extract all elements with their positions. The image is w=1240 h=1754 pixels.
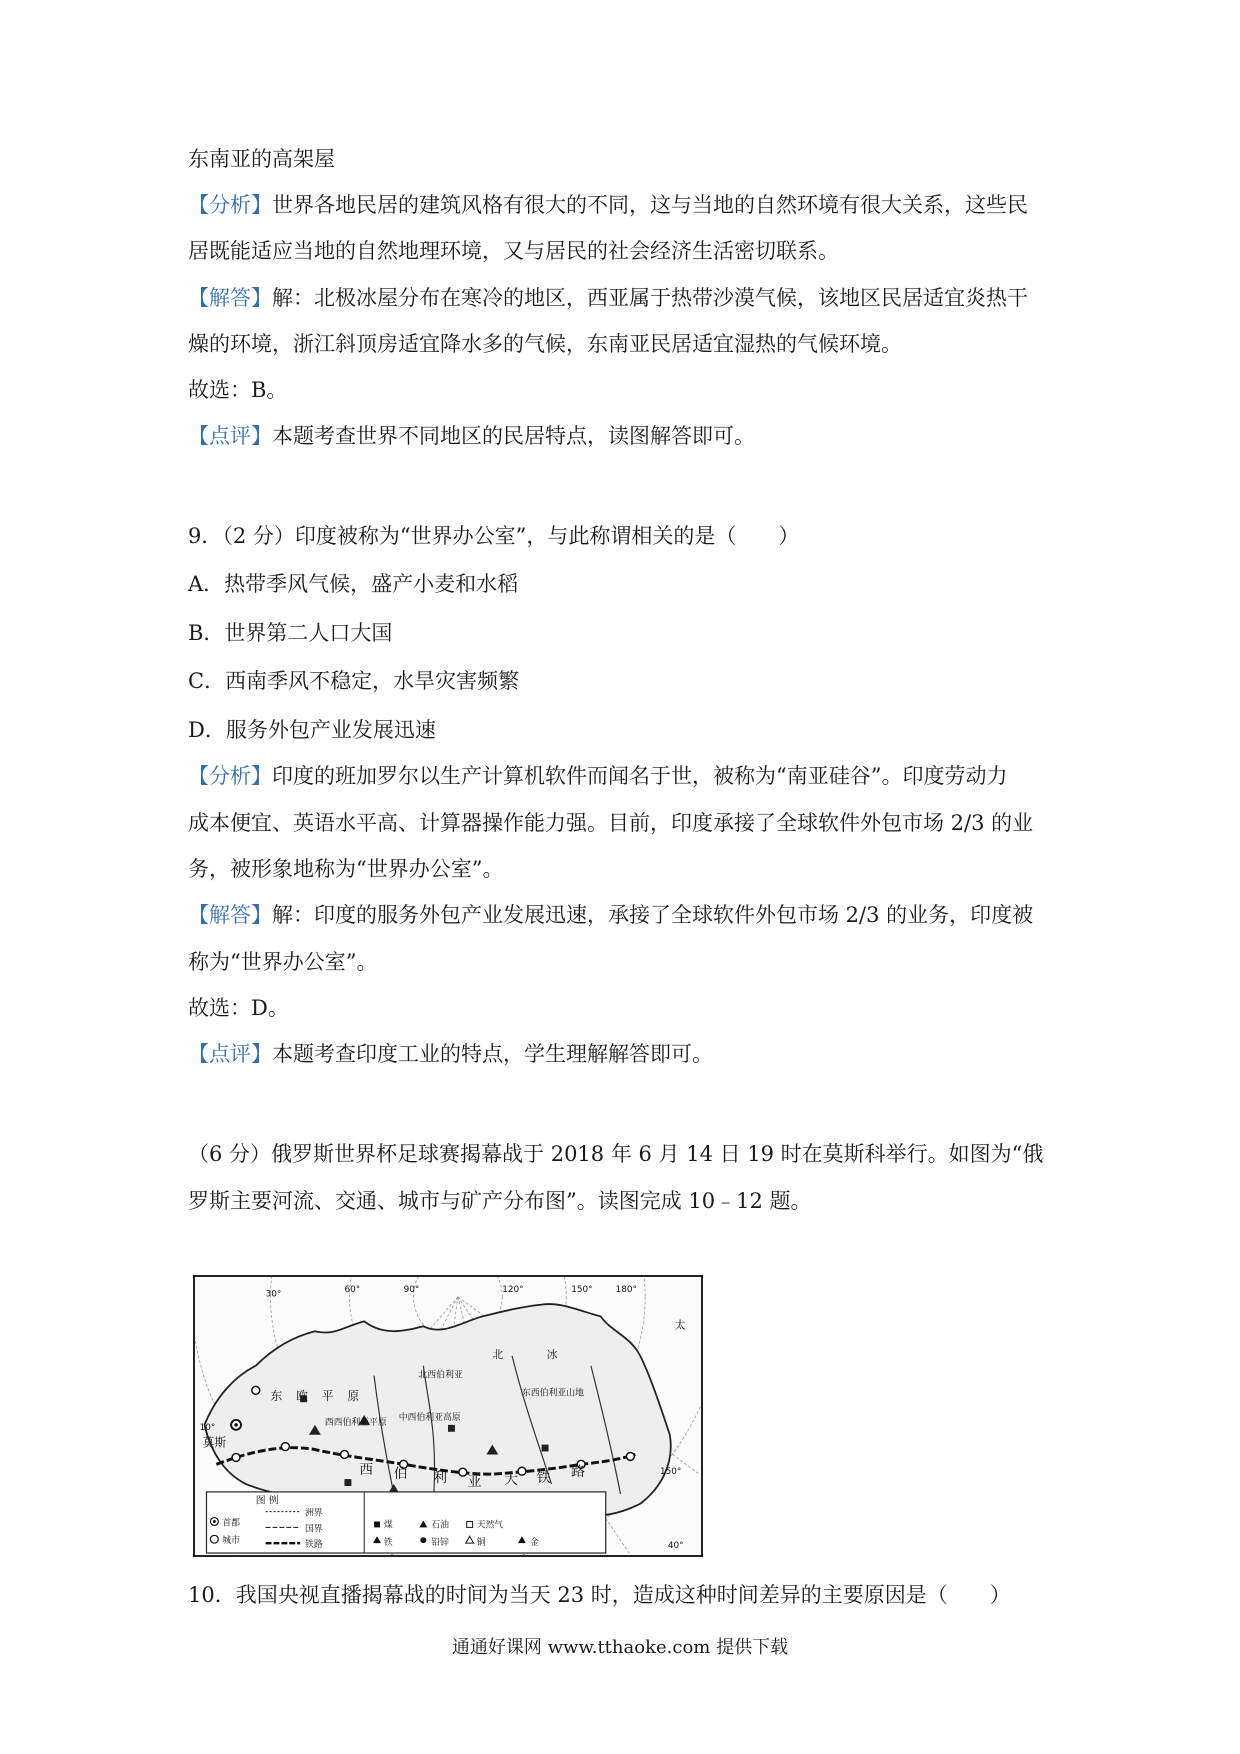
label-railway-5: 大 bbox=[504, 1472, 518, 1489]
question-10: 10．我国央视直播揭幕战的时间为当天 23 时，造成这种时间差异的主要原因是（ ） bbox=[188, 1583, 1011, 1607]
page-footer: 通通好课网 www.tthaoke.com 提供下载 bbox=[451, 1637, 789, 1658]
legend-state-border: 洲界 bbox=[305, 1508, 323, 1519]
label-ocean: 冰 bbox=[546, 1347, 558, 1361]
label-lon-60: 60° bbox=[344, 1284, 361, 1295]
label-lon-120: 120° bbox=[502, 1284, 524, 1295]
label-lat-40: 40° bbox=[667, 1541, 684, 1552]
legend-lead-zinc: 铅锌 bbox=[431, 1538, 449, 1549]
analysis-tag: 【分析】 bbox=[188, 764, 272, 788]
option-b: B．世界第二人口大国 bbox=[188, 621, 393, 645]
text-line: 东南亚的高架屋 bbox=[188, 147, 335, 171]
option-a: A．热带季风气候，盛产小麦和水稻 bbox=[188, 572, 519, 596]
label-lat-10: 10° bbox=[199, 1422, 216, 1433]
text-line: 务，被形象地称为“世界办公室”。 bbox=[188, 857, 504, 881]
label-moscow: 莫斯 bbox=[202, 1435, 227, 1450]
map-legend bbox=[206, 1492, 605, 1553]
answer-line: 【解答】解：印度的服务外包产业发展迅速，承接了全球软件外包市场 2/3 的业务，印度被 bbox=[188, 903, 1034, 927]
label-east-siberia-mountains: 东西伯利亚山地 bbox=[521, 1388, 584, 1399]
label-lon-150: 150° bbox=[571, 1284, 593, 1295]
label-north: 北 bbox=[492, 1347, 504, 1361]
legend-iron: 铁 bbox=[383, 1538, 393, 1549]
comment-line: 【点评】本题考查世界不同地区的民居特点，读图解答即可。 bbox=[188, 424, 755, 448]
comment-tag: 【点评】 bbox=[188, 424, 272, 448]
label-railway-6: 铁 bbox=[536, 1470, 551, 1487]
answer-tag: 【解答】 bbox=[188, 903, 272, 927]
legend-railway: 铁路 bbox=[305, 1540, 323, 1551]
label-lon-150b: 150° bbox=[659, 1467, 682, 1478]
choice-result: 故选：B。 bbox=[188, 378, 288, 402]
legend-capital: 首都 bbox=[222, 1518, 240, 1529]
label-pacific: 太 bbox=[674, 1318, 686, 1332]
label-west-siberia-plain: 西西伯利亚平原 bbox=[324, 1417, 387, 1428]
section-intro: 罗斯主要河流、交通、城市与矿产分布图”。读图完成 10﹣12 题。 bbox=[188, 1189, 812, 1213]
text-line: 称为“世界办公室”。 bbox=[188, 950, 378, 974]
legend-city: 城市 bbox=[222, 1536, 240, 1547]
comment-tag: 【点评】 bbox=[188, 1042, 272, 1066]
legend-coal: 煤 bbox=[383, 1520, 393, 1531]
label-railway-4: 亚 bbox=[467, 1473, 482, 1490]
legend-gold: 金 bbox=[529, 1538, 539, 1549]
label-railway-7: 路 bbox=[571, 1464, 586, 1481]
legend-oil: 石油 bbox=[431, 1520, 449, 1531]
russia-map bbox=[193, 1275, 703, 1557]
label-railway-2: 伯 bbox=[393, 1466, 408, 1483]
label-lon-30: 30° bbox=[265, 1289, 282, 1300]
section-intro: （6 分）俄罗斯世界杯足球赛揭幕战于 2018 年 6 月 14 日 19 时在莫斯科举行。如图为“俄 bbox=[188, 1142, 1044, 1166]
choice-result: 故选：D。 bbox=[188, 996, 289, 1020]
legend-copper: 铜 bbox=[476, 1538, 486, 1549]
question-9: 9．（2 分）印度被称为“世界办公室”，与此称谓相关的是（ ） bbox=[188, 524, 800, 548]
option-c: C．西南季风不稳定，水旱灾害频繁 bbox=[188, 669, 520, 693]
legend-gas: 天然气 bbox=[476, 1520, 504, 1531]
label-lon-180: 180° bbox=[615, 1284, 637, 1295]
legend-country-border: 国界 bbox=[305, 1524, 323, 1535]
label-lon-90: 90° bbox=[403, 1284, 420, 1295]
option-d: D．服务外包产业发展迅速 bbox=[188, 718, 436, 742]
legend-title: 图 例 bbox=[255, 1495, 279, 1507]
comment-line: 【点评】本题考查印度工业的特点，学生理解解答即可。 bbox=[188, 1042, 713, 1066]
label-east-europe-plain: 东欧平原 bbox=[270, 1389, 374, 1404]
analysis-line: 【分析】印度的班加罗尔以生产计算机软件而闻名于世，被称为“南亚硅谷”。印度劳动力 bbox=[188, 764, 1008, 788]
answer-line: 【解答】解：北极冰屋分布在寒冷的地区，西亚属于热带沙漠气候，该地区民居适宜炎热干 bbox=[188, 286, 1028, 310]
analysis-line: 【分析】世界各地民居的建筑风格有很大的不同，这与当地的自然环境有很大关系，这些民 bbox=[188, 193, 1028, 217]
label-railway-3: 利 bbox=[433, 1470, 448, 1487]
text-line: 成本便宜、英语水平高、计算器操作能力强。目前，印度承接了全球软件外包市场 2/3 的业 bbox=[188, 811, 1034, 835]
label-central-siberia-plateau: 中西伯利亚高原 bbox=[398, 1412, 461, 1423]
text-line: 燥的环境，浙江斜顶房适宜降水多的气候，东南亚民居适宜湿热的气候环境。 bbox=[188, 332, 902, 356]
analysis-tag: 【分析】 bbox=[188, 193, 272, 217]
text-line: 居既能适应当地的自然地理环境，又与居民的社会经济生活密切联系。 bbox=[188, 239, 839, 263]
answer-tag: 【解答】 bbox=[188, 286, 272, 310]
label-railway-1: 西 bbox=[359, 1462, 374, 1479]
label-north-siberia: 北西伯利亚 bbox=[418, 1370, 463, 1381]
